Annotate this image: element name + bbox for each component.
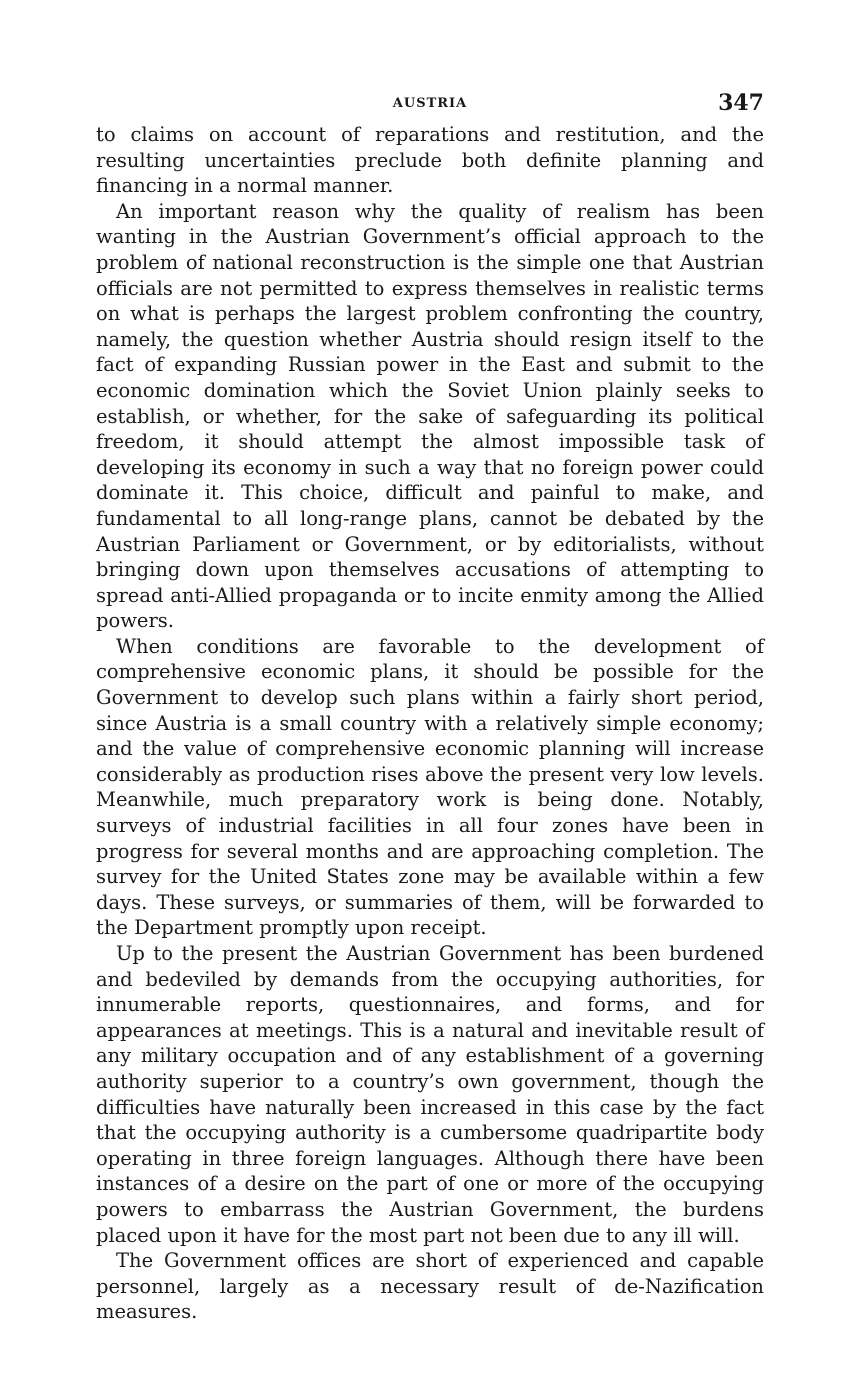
running-title: AUSTRIA xyxy=(392,96,468,111)
paragraph-realism: An important reason why the quality of realism has been wanting in the Austrian Government’s official approach to the problem of national reconstruction is the simple one that Austrian officials are not permitted to express themselves in realistic terms on what is perhaps the largest problem confronting the country, namely, the question whether Austria should resign itself to the fact of expanding Russian power in the East and submit to the economic domination which the Soviet Union plainly seeks to establish, or whether, for the sake of safeguarding its political freedom, it should attempt the almost impossible task of developing its economy in such a way that no foreign power could dominate it. This choice, difficult and painful to make, and fundamental to all long-range plans, cannot be debated by the Austrian Parliament or Government, or by editorialists, without bringing down upon themselves accusations of attempting to spread anti-Allied propaganda or to incite enmity among the Allied powers. xyxy=(96,199,764,633)
paragraph-continuation: to claims on account of reparations and restitution, and the resulting uncertainties preclude both definite planning and financing in a normal manner. xyxy=(96,123,764,198)
body-text xyxy=(96,122,764,1325)
running-head xyxy=(96,88,764,122)
paragraph-economic-plans: When conditions are favorable to the development of comprehensive economic plans, it should be possible for the Government to develop such plans within a fairly short period, since Austria is a small country with a relatively simple economy; and the value of comprehensive economic planning will increase considerably as production rises above the present very low levels. Meanwhile, much preparatory work is being done. Notably, surveys of industrial facilities in all four zones have been in progress for several months and are approaching completion. The survey for the United States zone may be available within a few days. These surveys, or summaries of them, will be forwarded to the Department promptly upon receipt. xyxy=(96,634,764,940)
paragraph-government-offices: The Government offices are short of experienced and capable personnel, largely as a necessary result of de-Nazification measures. xyxy=(96,1249,764,1324)
paragraph-occupying-authorities: Up to the present the Austrian Government has been burdened and bedeviled by demands from the occupying authorities, for innumerable reports, questionnaires, and forms, and for appearances at meetings. This is a natural and inevitable result of any military occupation and of any establishment of a governing authority superior to a country’s own government, though the difficulties have naturally been increased in this case by the fact that the occupying authority is a cumbersome quadripartite body operating in three foreign languages. Although there have been instances of a desire on the part of one or more of the occupying powers to embarrass the Austrian Government, the burdens placed upon it have for the most part not been due to any ill will. xyxy=(96,942,764,1247)
document-page xyxy=(96,88,764,1325)
page-number: 347 xyxy=(718,90,764,116)
